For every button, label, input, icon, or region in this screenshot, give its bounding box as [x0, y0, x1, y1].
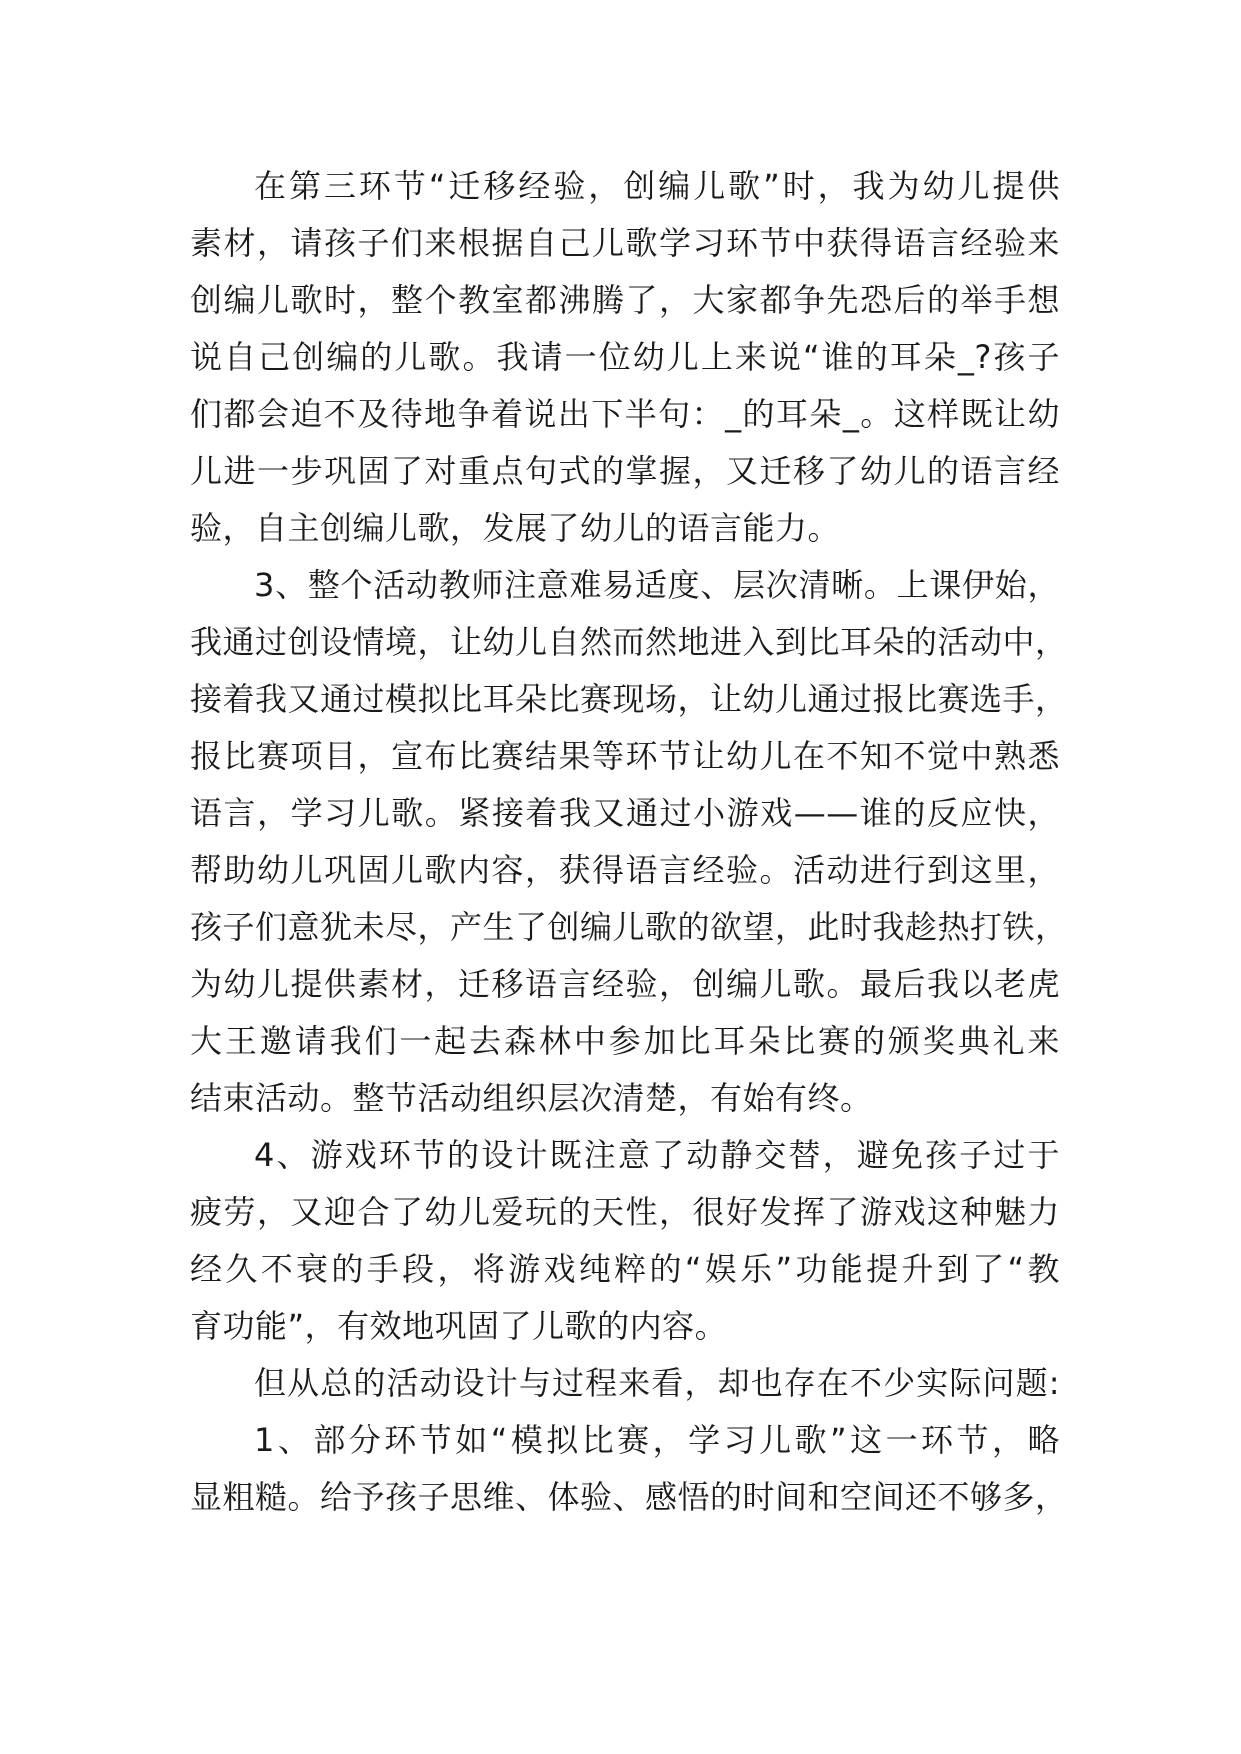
text-line: 经久不衰的手段，将游戏纯粹的“娱乐”功能提升到了“教: [190, 1250, 1060, 1288]
text-line: 帮助幼儿巩固儿歌内容，获得语言经验。活动进行到这里，: [190, 851, 1060, 889]
text-line: 儿进一步巩固了对重点句式的掌握，又迁移了幼儿的语言经: [190, 452, 1060, 490]
text-line: 1、部分环节如“模拟比赛，学习儿歌”这一环节，略: [254, 1421, 1060, 1459]
text-line: 接着我又通过模拟比耳朵比赛现场，让幼儿通过报比赛选手，: [190, 680, 1068, 718]
text-line: 大王邀请我们一起去森林中参加比耳朵比赛的颁奖典礼来: [190, 1022, 1060, 1060]
text-line: 我通过创设情境，让幼儿自然而然地进入到比耳朵的活动中，: [190, 623, 1068, 661]
text-line: 育功能”，有效地巩固了儿歌的内容。: [190, 1307, 728, 1345]
text-line: 4、游戏环节的设计既注意了动静交替，避免孩子过于: [254, 1136, 1060, 1174]
text-line: 疲劳，又迎合了幼儿爱玩的天性，很好发挥了游戏这种魅力: [190, 1193, 1060, 1231]
text-line: 在第三环节“迁移经验，创编儿歌”时，我为幼儿提供: [254, 167, 1060, 205]
text-line: 报比赛项目，宣布比赛结果等环节让幼儿在不知不觉中熟悉: [190, 737, 1060, 775]
text-line: 语言，学习儿歌。紧接着我又通过小游戏——谁的反应快，: [190, 794, 1060, 832]
text-line: 显粗糙。给予孩子思维、体验、感悟的时间和空间还不够多，: [190, 1478, 1068, 1516]
text-line: 3、整个活动教师注意难易适度、层次清晰。上课伊始，: [254, 566, 1060, 604]
text-line: 为幼儿提供素材，迁移语言经验，创编儿歌。最后我以老虎: [190, 965, 1060, 1003]
text-line: 们都会迫不及待地争着说出下半句：_的耳朵_。这样既让幼: [190, 395, 1060, 433]
text-line: 验，自主创编儿歌，发展了幼儿的语言能力。: [190, 509, 841, 547]
text-line: 素材，请孩子们来根据自己儿歌学习环节中获得语言经验来: [190, 224, 1060, 262]
text-line: 说自己创编的儿歌。我请一位幼儿上来说“谁的耳朵_?孩子: [190, 338, 1060, 376]
text-line: 结束活动。整节活动组织层次清楚，有始有终。: [190, 1079, 873, 1117]
text-line: 但从总的活动设计与过程来看，却也存在不少实际问题:: [254, 1364, 1060, 1402]
text-line: 创编儿歌时，整个教室都沸腾了，大家都争先恐后的举手想: [190, 281, 1060, 319]
text-line: 孩子们意犹未尽，产生了创编儿歌的欲望，此时我趁热打铁，: [190, 908, 1068, 946]
